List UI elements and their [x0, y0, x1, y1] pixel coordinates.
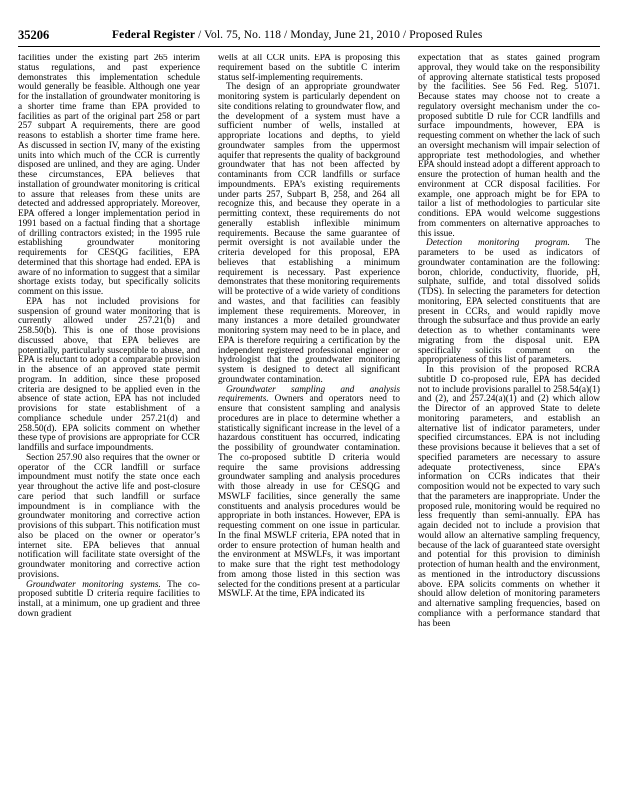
column-2 [218, 54, 400, 794]
paragraph-heading: Groundwater monitoring systems. [26, 579, 161, 590]
paragraph-heading: Groundwater sampling and analysis requirements. [218, 384, 400, 405]
paragraph [18, 581, 200, 620]
issue-line: / Vol. 75, No. 118 / Monday, June 21, 2010 / Proposed Rules [198, 29, 483, 41]
paragraph-text: Owners and operators need to ensure that consistent sampling and analysis procedures are in place to determine whether a statistically significant increase in the level of a hazardous constituent has occurred, indicating the possibility of groundwater contamination. The co-proposed subtitle D criteria would require the same provisions addressing groundwater sampling and analysis procedures with those already in use for CESQG and MSWLF facilities, since generally the same constituents and analysis procedures would be appropriate in both instances. However, EPA is requesting comment on one issue in particular. In the final MSWLF criteria, EPA noted that in order to ensure protection of human health and the environment at MSWLFs, it was important to make sure that the right test methodology from among those listed in this section was selected for the conditions present at a particular MSWLF. At the time, EPA indicated its [218, 394, 400, 600]
paragraph [418, 239, 600, 366]
paragraph-text: The parameters to be used as indicators of groundwater contamination are the following: boron, chloride, conductivity, fluoride, pH, sulphate, sulfide, and total dissolved solids (TDS). In selecting the parameters for detection monitoring, EPA selected constituents that are present in CCRs, and would rapidly move through the subsurface and thus provide an early detection as to whether contaminants were migrating from the disposal unit. EPA specifically solicits comment on the appropriateness of this list of parameters. [418, 238, 600, 366]
paragraph [218, 386, 400, 601]
paragraph-text: The design of an appropriate groundwater monitoring system is particularly dependent on site conditions relating to groundwater flow, and the development of a system must have a sufficient number of wells, installed at appropriate locations and depths, to yield groundwater samples from the uppermost aquifer that represents the quality of background groundwater that has not been affected by contaminants from CCR landfills or surface impoundments. EPA’s existing requirements under parts 257, Subpart B, 258, and 264 all recognize this, and because they operate in a permitting context, these requirements do not generally establish inflexible minimum requirements. Because the same guarantee of permit oversight is not available under the criteria developed for this proposal, EPA believes that establishing a minimum requirement is necessary. Past experience demonstrates that these monitoring requirements will be protective of a wide variety of conditions and wastes, and that facilities can feasibly implement these requirements. Moreover, in many instances a more detailed groundwater monitoring system may need to be in place, and EPA is therefore requiring a certification by the independent registered professional engineer or hydrologist that the groundwater monitoring system is designed to detect all significant groundwater contamination. [218, 82, 400, 385]
text-columns [18, 54, 600, 794]
paragraph-text: Section 257.90 also requires that the owner or operator of the CCR landfill or surface impoundment must notify the state once each year throughout the active life and post-closure care period that such landfill or surface impoundment is in compliance with the groundwater monitoring and corrective action provisions of this subpart. This notification must also be placed on the owner or operator’s internet site. EPA believes that annual notification will facilitate state oversight of the groundwater monitoring and corrective action provisions. [18, 452, 200, 580]
paragraph-text: facilities under the existing part 265 interim status regulations, and past experience demonstrates this implementation schedule would generally be feasible. Although one year for the installation of groundwater monitoring is a shorter time frame than EPA provided to facilities as part of the original part 258 or part 257 subpart A requirements, there are good reasons to establish a shorter time frame here. As discussed in section IV, many of the existing units into which much of the CCR is currently disposed are unlined, and they are aging. Under these circumstances, EPA believes that installation of groundwater monitoring is critical to assure that releases from these units are detected and addressed appropriately. Moreover, EPA offered a longer implementation period in 1991 based on a factual finding that a shortage of drilling contractors existed; in the 1995 rule establishing groundwater monitoring requirements for CESQG facilities, EPA determined that this shortage had ended. EPA is aware of no information to suggest that a similar shortage exists today, but specifically solicits comment on this issue. [18, 54, 200, 297]
running-head [112, 29, 482, 41]
page-header [18, 26, 600, 44]
header-rule [18, 46, 600, 47]
paragraph-text: The co-proposed subtitle D criteria require facilities to install, at a minimum, one up gradient and three down gradient [18, 579, 200, 619]
paragraph [18, 454, 200, 581]
paragraph-text: EPA has not included provisions for suspension of ground water monitoring that is currently allowed under 257.21(b) and 258.50(b). This is one of those provisions discussed above, that EPA believes are potentially, particularly susceptible to abuse, and EPA is reluctant to adopt a comparable provision in the absence of an approved state permit program. In addition, since these proposed criteria are designed to be applied even in the absence of state action, EPA has not included provisions for state establishment of a compliance schedule under 257.21(d) and 258.50(d). EPA solicits comment on whether these type of provisions are appropriate for CCR landfills and surface impoundments. [18, 296, 200, 453]
column-3 [418, 54, 600, 794]
paragraph-text: In this provision of the proposed RCRA subtitle D co-proposed rule, EPA has decided not to include provisions parallel to 258.54(a)(1) and (2), and 257.24(a)(1) and (2) which allow the Director of an approved State to delete monitoring parameters, and establish an alternative list of indicator parameters, under specified circumstances. EPA is not including these provisions because it believes that a set of specified parameters are necessary to assure adequate protectiveness, since EPA’s information on CCRs indicates that their composition would not be expected to vary such that the parameters are inappropriate. Under the proposed rule, monitoring would be required no less frequently than semi-annually. EPA has again decided not to include a provision that would allow an alternative sampling frequency, because of the lack of guaranteed state oversight and potential for this provision to diminish protection of human health and the environment, as mentioned in the introductory discussions above. EPA solicits comments on whether it should allow deletion of monitoring parameters and alternative sampling frequencies, based on compliance with a performance standard that has been [418, 365, 600, 629]
paragraph [218, 54, 400, 83]
paragraph-heading: Detection monitoring program. [426, 238, 570, 249]
paragraph [418, 366, 600, 629]
paragraph-text: wells at all CCR units. EPA is proposing this requirement based on the subtitle C interim status self-implementing requirements. [218, 54, 400, 83]
publication-name: Federal Register [112, 29, 196, 41]
paragraph [18, 298, 200, 454]
paragraph [18, 54, 200, 298]
paragraph-text: expectation that as states gained program approval, they would take on the responsibility of approving alternate statistical tests proposed by the facilities. See 56 Fed. Reg. 51071. Because states may choose not to create a regulatory oversight mechanism under the co-proposed subtitle D rule for CCR landfills and surface impoundments, however, EPA is requesting comment on whether the lack of such an oversight mechanism will impair selection of appropriate test methodologies, and whether EPA should instead adopt a different approach to ensure the protection of human health and the environment at CCR disposal facilities. For example, one approach might be for EPA to tailor a list of methodologies to particular site conditions. EPA would welcome suggestions from commenters on alternative approaches to this issue. [418, 54, 600, 239]
paragraph [218, 83, 400, 385]
page-number: 35206 [18, 27, 50, 42]
paragraph [418, 54, 600, 239]
column-1 [18, 54, 200, 794]
